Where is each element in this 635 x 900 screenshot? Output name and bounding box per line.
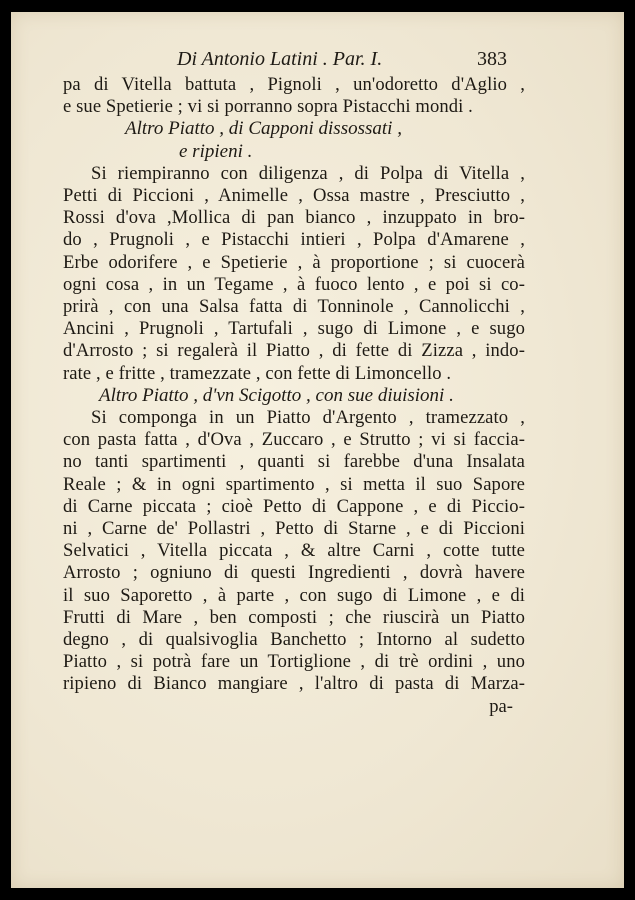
text-line: do , Prugnoli , e Pistacchi intieri , Polpa d'Amarene , xyxy=(63,229,525,251)
text-line: degno , di qualsivoglia Banchetto ; Intorno al sudetto xyxy=(63,629,525,651)
main-text xyxy=(63,74,583,718)
text-line: pa di Vitella battuta , Pignoli , un'odoretto d'Aglio , xyxy=(63,74,525,95)
text-line: Petti di Piccioni , Animelle , Ossa mastre , Presciutto , xyxy=(63,185,525,207)
section-heading: Altro Piatto , d'vn Scigotto , con sue diuisioni . xyxy=(99,384,454,406)
text-line: d'Arrosto ; si regalerà il Piatto , di fette di Zizza , indo- xyxy=(63,340,525,362)
section-heading: Altro Piatto , di Capponi dissossati , xyxy=(125,118,402,140)
text-line: Rossi d'ova ,Mollica di pan bianco , inzuppato in bro- xyxy=(63,207,525,229)
text-line: no tanti spartimenti , quanti si farebbe d'una Insalata xyxy=(63,451,525,473)
text-line: rate , e fritte , tramezzate , con fette di Limoncello . xyxy=(63,362,452,384)
text-line: prirà , con una Salsa fatta di Tonninole , Cannolicchi , xyxy=(63,296,525,318)
text-line: Ancini , Prugnoli , Tartufali , sugo di Limone , e sugo xyxy=(63,318,525,340)
text-line: ni , Carne de' Pollastri , Petto di Starne , e di Piccioni xyxy=(63,518,525,540)
text-line: il suo Saporetto , à parte , con sugo di Limone , e di xyxy=(63,584,525,606)
text-line: Reale ; & in ogni spartimento , si metta il suo Sapore xyxy=(63,473,525,495)
book-page xyxy=(11,12,624,888)
text-line: ogni cosa , in un Tegame , à fuoco lento , e poi si co- xyxy=(63,273,525,295)
text-line: Arrosto ; ogniuno di questi Ingredienti , dovrà havere xyxy=(63,562,525,584)
text-line: con pasta fatta , d'Ova , Zuccaro , e Strutto ; vi si faccia- xyxy=(63,429,525,451)
text-line: e sue Spetierie ; vi si porranno sopra Pistacchi mondi . xyxy=(63,96,473,118)
text-line: Si componga in un Piatto d'Argento , tramezzato , xyxy=(91,407,525,429)
catchword: pa- xyxy=(489,695,513,717)
text-line: di Carne piccata ; cioè Petto di Cappone , e di Piccio- xyxy=(63,495,525,517)
text-line: ripieno di Bianco mangiare , l'altro di pasta di Marza- xyxy=(63,673,525,695)
text-line: Piatto , si potrà fare un Tortiglione , di trè ordini , uno xyxy=(63,651,525,673)
text-line: Selvatici , Vitella piccata , & altre Carni , cotte tutte xyxy=(63,540,525,562)
text-line: Si riempiranno con diligenza , di Polpa di Vitella , xyxy=(91,162,525,184)
running-title: Di Antonio Latini . Par. I. xyxy=(177,48,383,70)
text-line: Erbe odorifere , e Spetierie , à proportione ; si cuocerà xyxy=(63,251,525,273)
section-heading-continuation: e ripieni . xyxy=(179,140,253,162)
running-header xyxy=(177,48,547,71)
text-line: Frutti di Mare , ben composti ; che riuscirà un Piatto xyxy=(63,606,525,628)
page-number: 383 xyxy=(477,48,507,70)
